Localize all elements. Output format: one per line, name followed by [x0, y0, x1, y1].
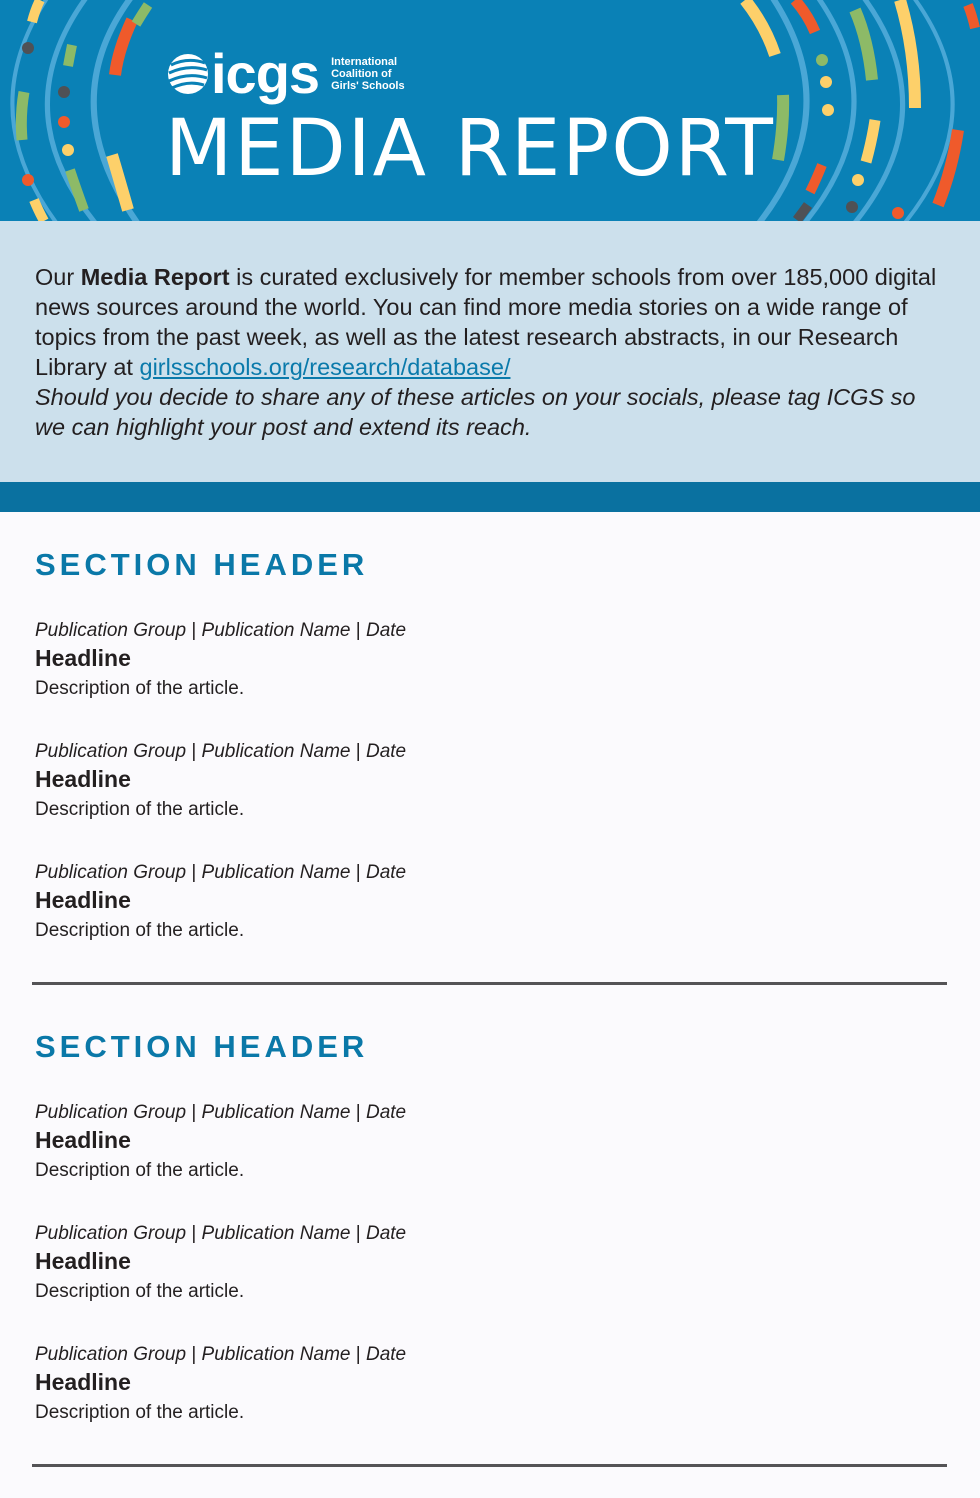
article-meta	[35, 861, 947, 885]
article-headline[interactable]: Headline	[35, 1248, 131, 1274]
news-section	[0, 512, 980, 946]
article-description: Description of the article.	[35, 920, 245, 941]
meta-separator: |	[186, 862, 202, 883]
article-meta	[35, 1222, 947, 1246]
publication-date: Date	[365, 1102, 407, 1123]
publication-date: Date	[365, 862, 407, 883]
sections-container	[0, 512, 980, 1467]
publication-date: Date	[365, 620, 407, 641]
article-headline[interactable]: Headline	[35, 1127, 131, 1153]
meta-separator: |	[350, 741, 366, 762]
article-headline[interactable]: Headline	[35, 645, 131, 671]
article-list	[35, 619, 947, 946]
page-title: MEDIA REPORT	[165, 104, 775, 194]
article-item	[35, 1343, 947, 1428]
article-item	[35, 619, 947, 704]
meta-separator: |	[350, 1344, 366, 1365]
article-headline[interactable]: Headline	[35, 766, 131, 792]
publication-group: Publication Group	[35, 862, 187, 883]
publication-date: Date	[365, 1344, 407, 1365]
publication-date: Date	[365, 741, 407, 762]
meta-separator: |	[350, 620, 366, 641]
publication-group: Publication Group	[35, 1223, 187, 1244]
meta-separator: |	[186, 1344, 202, 1365]
publication-group: Publication Group	[35, 1102, 187, 1123]
article-description: Description of the article.	[35, 1402, 245, 1423]
publication-group: Publication Group	[35, 741, 187, 762]
meta-separator: |	[350, 1223, 366, 1244]
meta-separator: |	[186, 620, 202, 641]
section-header: SECTION HEADER	[35, 547, 369, 582]
intro-bold: Media Report	[80, 264, 230, 290]
section-header: SECTION HEADER	[35, 1029, 369, 1064]
icgs-logo	[167, 42, 405, 105]
article-description: Description of the article.	[35, 799, 245, 820]
article-meta	[35, 1343, 947, 1367]
article-item	[35, 1101, 947, 1186]
article-description: Description of the article.	[35, 1160, 245, 1181]
publication-name: Publication Name	[201, 620, 351, 641]
section-divider	[32, 1464, 947, 1467]
article-list	[35, 1101, 947, 1428]
publication-group: Publication Group	[35, 1344, 187, 1365]
article-description: Description of the article.	[35, 1281, 245, 1302]
publication-name: Publication Name	[201, 741, 351, 762]
news-section	[0, 985, 980, 1428]
publication-group: Publication Group	[35, 620, 187, 641]
meta-separator: |	[186, 1102, 202, 1123]
share-note: Should you decide to share any of these articles on your socials, please tag ICGS so we can highlight your post and extend its reach.	[35, 384, 916, 440]
meta-separator: |	[350, 862, 366, 883]
publication-name: Publication Name	[201, 1102, 351, 1123]
intro-panel	[0, 221, 980, 482]
meta-separator: |	[186, 741, 202, 762]
publication-name: Publication Name	[201, 862, 351, 883]
article-meta	[35, 740, 947, 764]
article-item	[35, 740, 947, 825]
meta-separator: |	[186, 1223, 202, 1244]
article-item	[35, 1222, 947, 1307]
meta-separator: |	[350, 1102, 366, 1123]
article-meta	[35, 619, 947, 643]
research-library-link[interactable]: girlsschools.org/research/database/	[139, 354, 511, 380]
publication-name: Publication Name	[201, 1223, 351, 1244]
article-item	[35, 861, 947, 946]
article-headline[interactable]: Headline	[35, 887, 131, 913]
globe-icon	[167, 53, 209, 95]
article-description: Description of the article.	[35, 678, 245, 699]
article-headline[interactable]: Headline	[35, 1369, 131, 1395]
divider-band	[0, 482, 980, 512]
logo-wordmark: icgs	[211, 42, 320, 105]
header-banner	[0, 0, 980, 221]
article-meta	[35, 1101, 947, 1125]
publication-date: Date	[365, 1223, 407, 1244]
intro-paragraph: Our Media Report is curated exclusively for member schools from over 185,000 digital news sources around the world. You can find more media stories on a wide range of topics from the past week, as well as the latest research abstracts, in our Research Library at girlsschools.org/research/database/	[35, 264, 937, 380]
publication-name: Publication Name	[201, 1344, 351, 1365]
logo-tagline: International Coalition of Girls' Schools	[331, 56, 405, 92]
